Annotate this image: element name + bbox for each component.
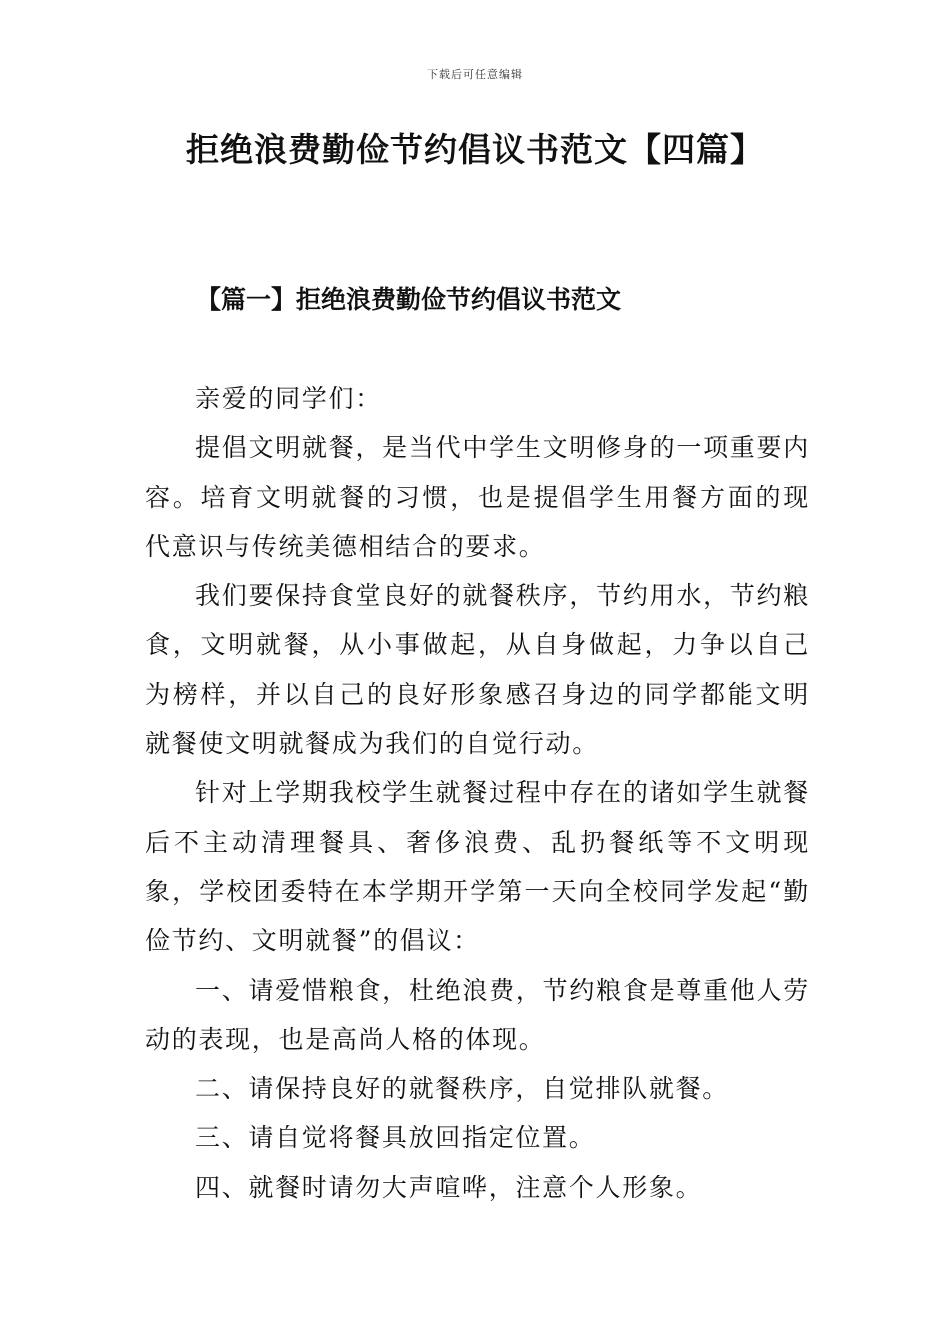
header-note: 下载后可任意编辑 <box>427 68 523 81</box>
list-item: 二、请保持良好的就餐秩序，自觉排队就餐。 <box>195 1074 730 1104</box>
paragraph: 提倡文明就餐，是当代中学生文明修身的一项重要内容。培育文明就餐的习惯，也是提倡学生用餐方面的现代意识与传统美德相结合的要求。 <box>145 433 810 561</box>
list-item: 一、请爱惜粮食，杜绝浪费，节约粮食是尊重他人劳动的表现，也是高尚人格的体现。 <box>145 975 810 1054</box>
paragraph: 我们要保持食堂良好的就餐秩序，节约用水，节约粮食，文明就餐，从小事做起，从自身做起，力争以自己为榜样，并以自己的良好形象感召身边的同学都能文明就餐使文明就餐成为我们的自觉行动。 <box>145 581 810 759</box>
paragraph: 针对上学期我校学生就餐过程中存在的诸如学生就餐后不主动清理餐具、奢侈浪费、乱扔餐纸等不文明现象，学校团委特在本学期开学第一天向全校同学发起“勤俭节约、文明就餐”的倡议： <box>145 778 810 956</box>
section-heading: 【篇一】拒绝浪费勤俭节约倡议书范文 <box>196 285 622 314</box>
document-title: 拒绝浪费勤俭节约倡议书范文【四篇】 <box>186 130 764 169</box>
paragraph-greeting: 亲爱的同学们： <box>195 384 382 413</box>
document-body <box>145 374 810 1212</box>
list-item: 三、请自觉将餐具放回指定位置。 <box>195 1123 596 1153</box>
list-item: 四、就餐时请勿大声喧哗，注意个人形象。 <box>195 1172 703 1202</box>
